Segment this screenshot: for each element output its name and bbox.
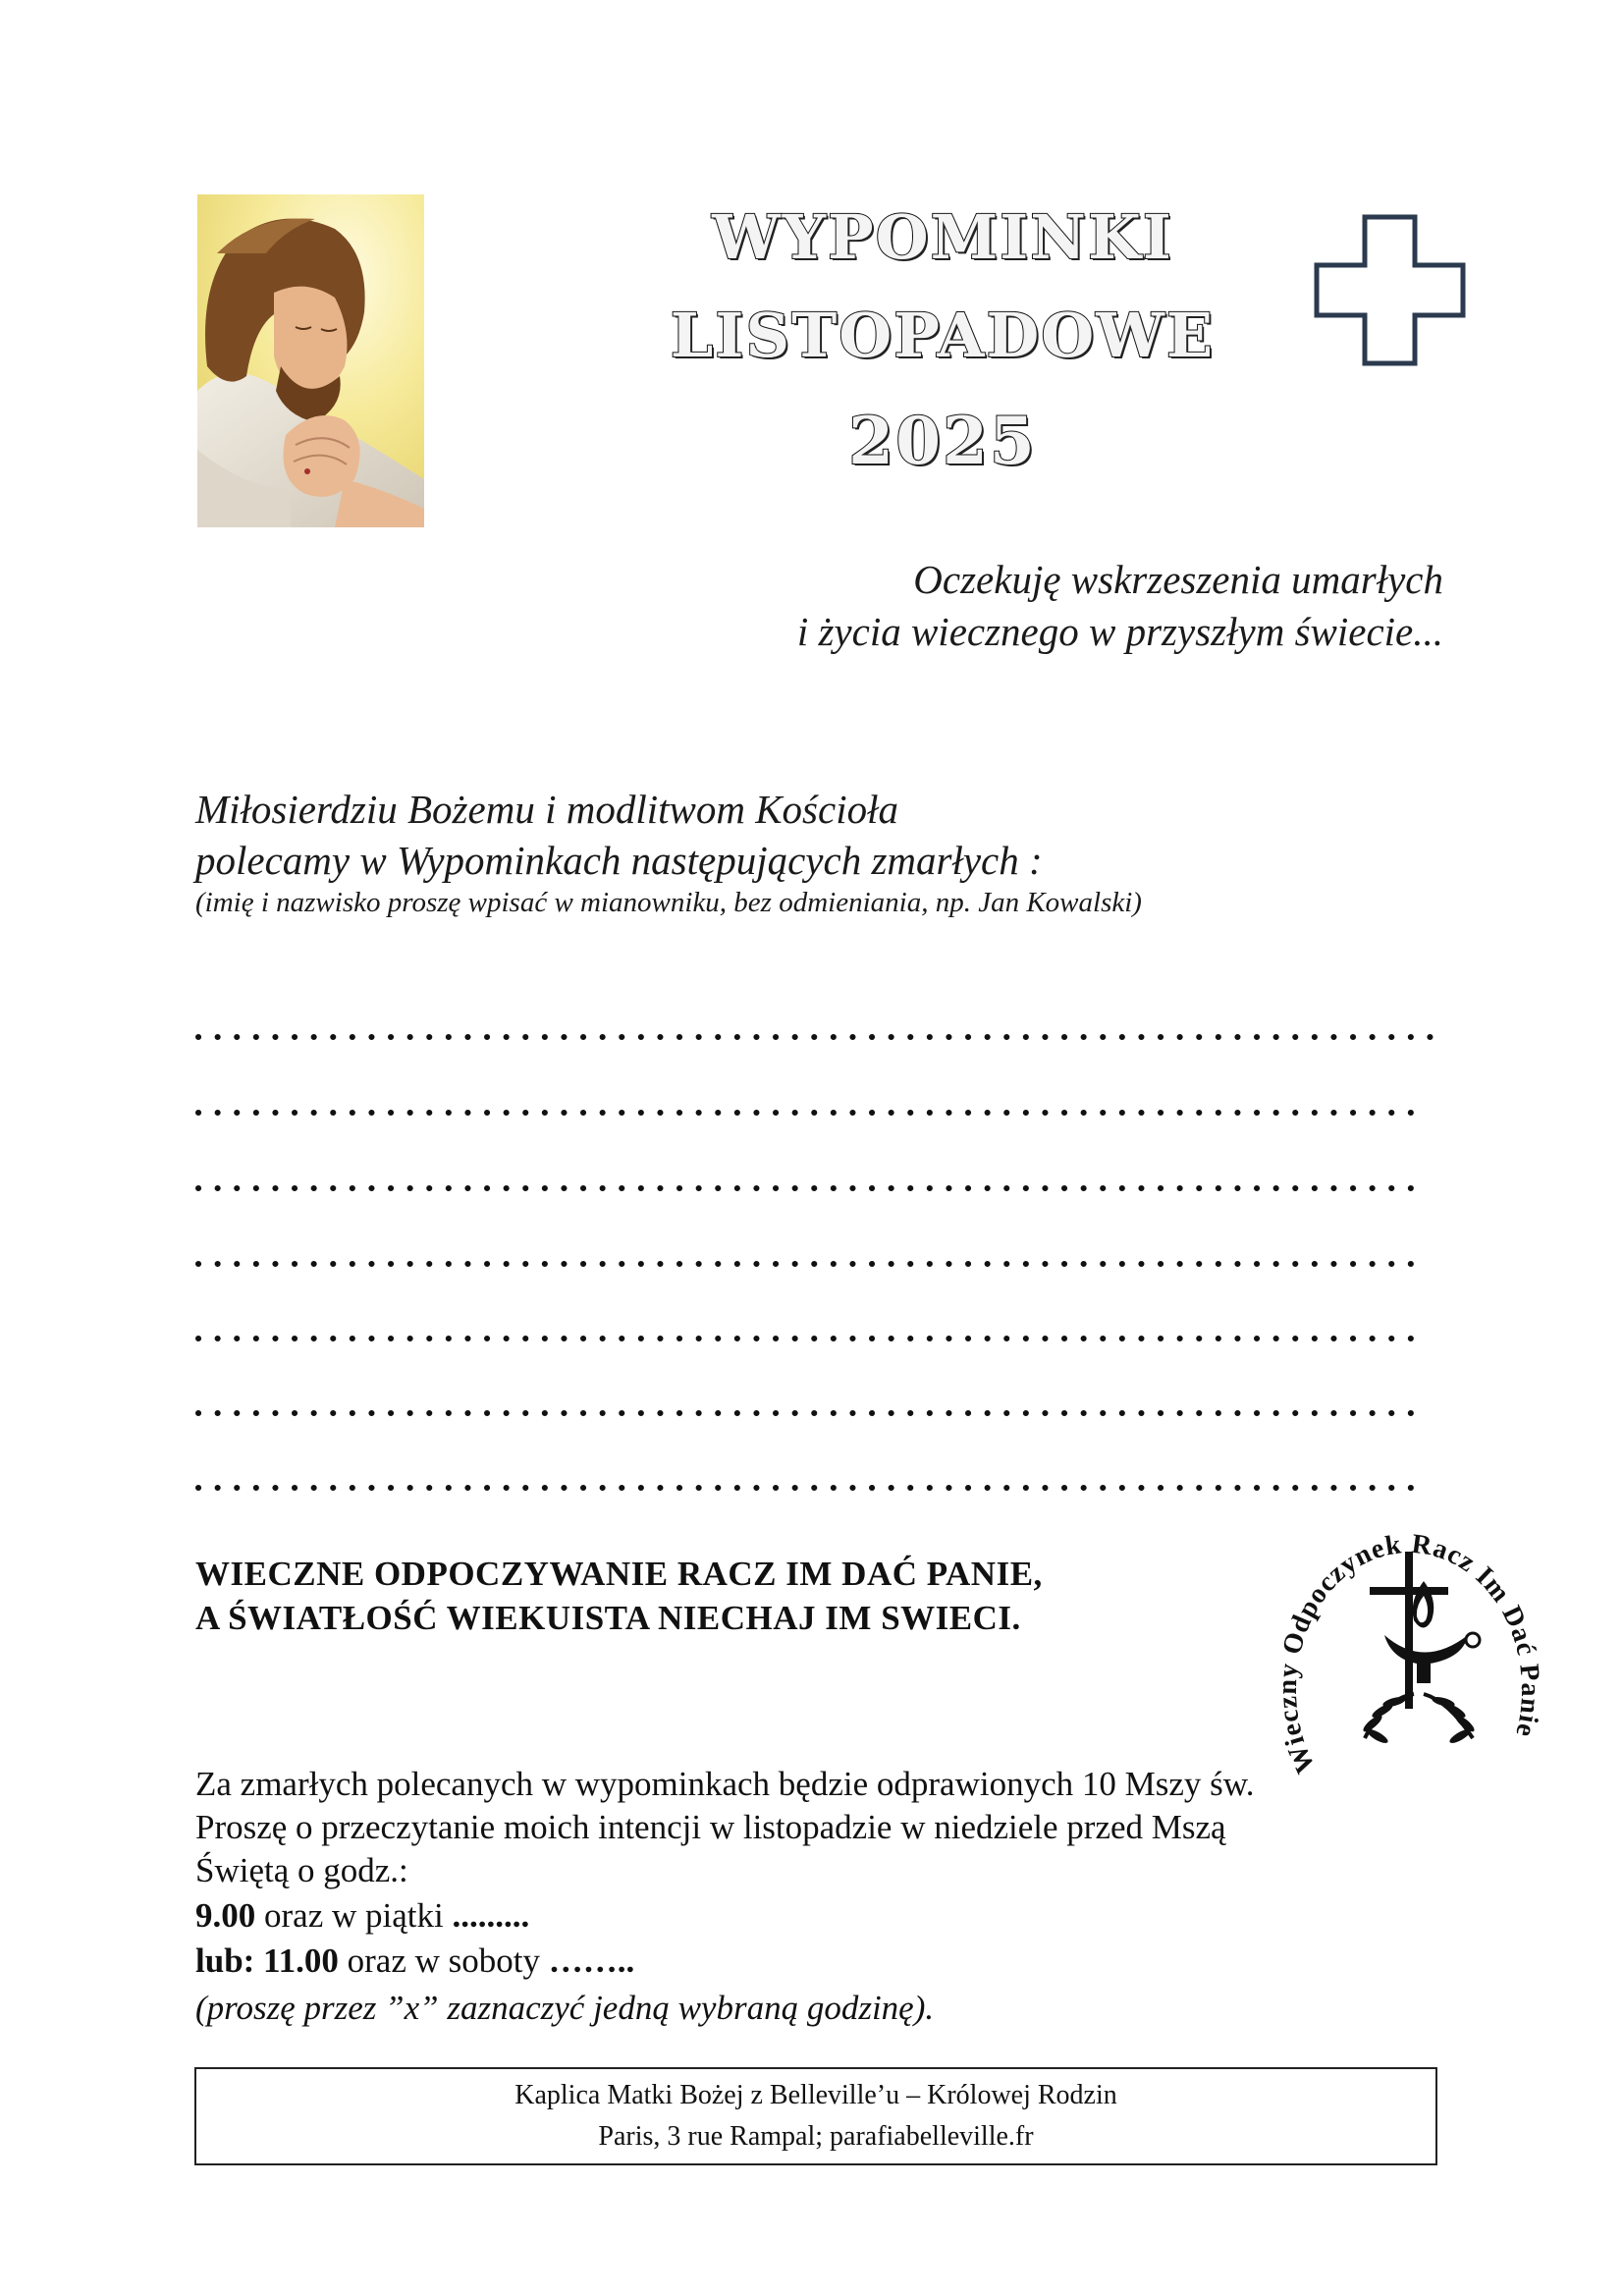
time-9-checkbox-dots[interactable]: .........: [452, 1896, 530, 1935]
name-line-2[interactable]: [194, 1109, 1441, 1117]
name-line-4[interactable]: [194, 1260, 1441, 1268]
name-line-7[interactable]: [194, 1484, 1441, 1492]
eternal-rest-seal: [1276, 1473, 1542, 1787]
time-11-checkbox-dots[interactable]: ……..: [548, 1941, 635, 1980]
choice-instruction: (proszę przez ”x” zaznaczyć jedną wybraną godzinę).: [195, 1989, 935, 2027]
footer-address: Paris, 3 rue Rampal; parafiabelleville.fr: [598, 2121, 1034, 2152]
prayer-line-1: WIECZNE ODPOCZYWANIE RACZ IM DAĆ PANIE,: [195, 1555, 1043, 1593]
time-9-suffix: oraz w piątki: [255, 1896, 453, 1935]
name-line-5[interactable]: [194, 1335, 1441, 1342]
info-line-3: Świętą o godz.:: [195, 1851, 408, 1889]
intro-note: (imię i nazwisko proszę wpisać w mianowniku, bez odmieniania, np. Jan Kowalski): [195, 887, 1142, 918]
title-year: 2025: [848, 403, 1037, 479]
title-line-1: WYPOMINKI: [712, 201, 1173, 273]
quote-line-1: Oczekuję wskrzeszenia umarłych: [913, 557, 1443, 602]
praying-figure-image: [197, 194, 424, 527]
footer-chapel-name: Kaplica Matki Bożej z Belleville’u – Królowej Rodzin: [514, 2080, 1117, 2110]
quote-line-2: i życia wiecznego w przyszłym świecie...: [796, 609, 1443, 654]
name-line-6[interactable]: [194, 1409, 1441, 1417]
intro-line-2: polecamy w Wypominkach następujących zmarłych :: [195, 838, 1043, 883]
time-9-label: 9.00: [195, 1896, 256, 1935]
intro-line-1: Miłosierdziu Bożemu i modlitwom Kościoła: [195, 787, 898, 832]
prayer-line-2: A ŚWIATŁOŚĆ WIEKUISTA NIECHAJ IM SWIECI.: [195, 1599, 1021, 1637]
seal-text: Wiec Odpoczynek Racz Im Dać ie: [1276, 1528, 1542, 1778]
title-line-2: LISTOPADOWE: [670, 300, 1216, 371]
info-line-2: Proszę o przeczytanie moich intencji w listopadzie w niedziele przed Mszą: [195, 1808, 1226, 1846]
time-option-9: [195, 1895, 529, 1937]
name-line-1[interactable]: [194, 1033, 1441, 1041]
name-line-3[interactable]: [194, 1184, 1441, 1192]
time-option-11: [195, 1941, 634, 1982]
info-line-1: Za zmarłych polecanych w wypominkach będzie odprawionych 10 Mszy św.: [195, 1765, 1255, 1803]
cross-icon: [1314, 214, 1466, 366]
time-11-label: lub: 11.00: [195, 1941, 339, 1980]
time-11-suffix: oraz w soboty: [338, 1941, 549, 1980]
